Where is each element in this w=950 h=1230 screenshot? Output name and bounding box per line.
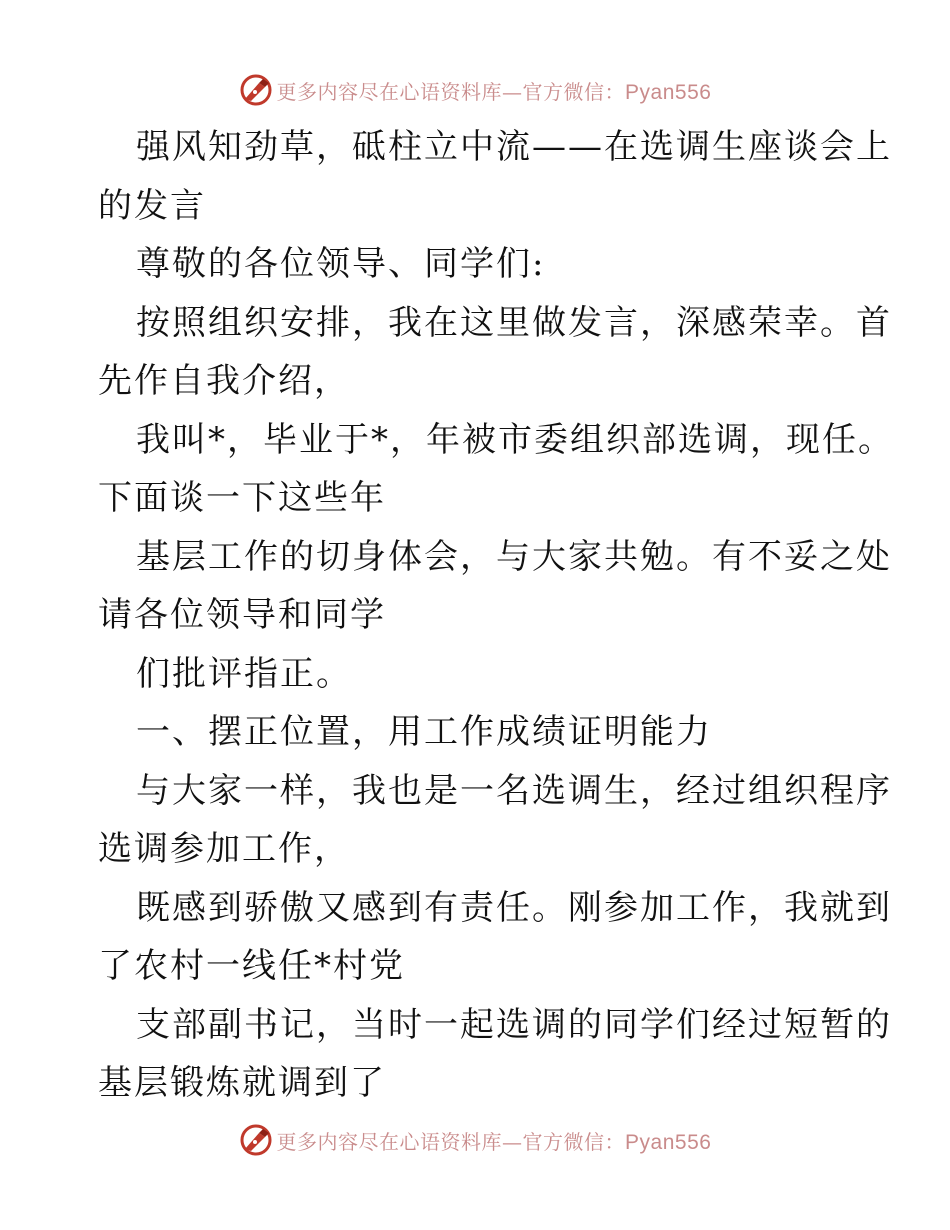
text-line: 尊敬的各位领导、同学们: xyxy=(136,244,546,284)
text-line: 与大家一样，我也是一名选调生，经过组织程序 xyxy=(136,770,892,811)
pen-nib-circle-icon xyxy=(239,73,273,107)
watermark-text: 更多内容尽在心语资料库—官方微信： xyxy=(276,79,626,104)
text-line: 我叫*，毕业于*，年被市委组织部选调，现任。 xyxy=(136,419,894,460)
watermark-text: 更多内容尽在心语资料库—官方微信： xyxy=(276,1129,626,1154)
text-line: 选调参加工作， xyxy=(98,829,350,869)
watermark-id: Pyan556 xyxy=(625,1130,712,1154)
text-line: 们批评指正。 xyxy=(136,653,352,694)
text-line: 的发言 xyxy=(98,185,206,226)
text-line: 请各位领导和同学 xyxy=(98,595,386,635)
watermark-id: Pyan556 xyxy=(625,80,712,104)
text-line: 先作自我介绍， xyxy=(98,361,350,401)
footer-watermark xyxy=(0,1120,950,1160)
text-line: 既感到骄傲又感到有责任。刚参加工作，我就到 xyxy=(136,887,892,928)
text-line: 强风知劲草，砥柱立中流——在选调生座谈会上 xyxy=(136,127,892,167)
header-watermark xyxy=(0,70,950,110)
text-line: 了农村一线任*村党 xyxy=(98,946,405,986)
text-line: 基层工作的切身体会，与大家共勉。有不妥之处 xyxy=(136,536,892,577)
pen-nib-circle-icon xyxy=(239,1123,273,1157)
document-body xyxy=(98,118,894,1113)
text-line: 按照组织安排，我在这里做发言，深感荣幸。首 xyxy=(136,302,892,343)
text-line: 支部副书记，当时一起选调的同学们经过短暂的 xyxy=(136,1004,892,1045)
text-line: 基层锻炼就调到了 xyxy=(98,1063,386,1103)
text-line: 下面谈一下这些年 xyxy=(98,478,386,518)
text-line: 一、摆正位置，用工作成绩证明能力 xyxy=(136,712,712,752)
